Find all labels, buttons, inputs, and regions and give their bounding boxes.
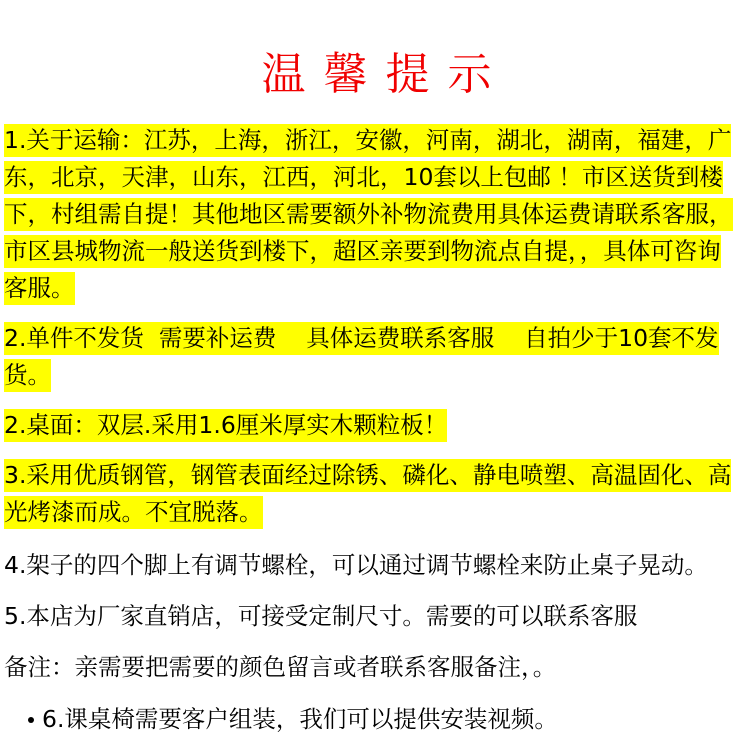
assembly-list-item [0, 701, 755, 738]
desktop-notice [0, 407, 755, 444]
plain-text: 4.架子的四个脚上有调节螺栓，可以通过调节螺栓来防止桌子晃动。 [4, 551, 708, 579]
highlighted-text: 市区县城物流一般送货到楼下，超区亲要到物流点自提，，具体可咨询 [4, 235, 721, 268]
highlighted-text: 下，村组需自提！其他地区需要额外补物流费用具体运费请联系客服， [4, 198, 733, 231]
plain-text: 备注：亲需要把需要的颜色留言或者联系客服备注，。 [4, 653, 557, 681]
feet-bolt-notice [0, 547, 755, 584]
highlighted-text: 光烤漆而成。不宜脱落。 [4, 496, 263, 529]
single-item-notice [0, 320, 755, 394]
highlighted-text: 1.关于运输：江苏，上海，浙江，安徽，河南，湖北，湖南，福建，广 [4, 124, 731, 157]
text-line [4, 407, 755, 444]
highlighted-text: 2.桌面：双层.采用1.6厘米厚实木颗粒板！ [4, 409, 447, 442]
text-line [4, 357, 755, 394]
text-line [4, 457, 755, 494]
plain-text: 5.本店为厂家直销店，可接受定制尺寸。需要的可以联系客服 [4, 602, 638, 630]
text-line [4, 320, 755, 357]
highlighted-text: 2.单件不发货 需要补运费 具体运费联系客服 自拍少于10套不发 [4, 322, 719, 355]
text-line [4, 122, 755, 159]
text-line [4, 598, 755, 635]
highlighted-text: 货。 [4, 359, 51, 392]
text-line [4, 270, 755, 307]
text-line [4, 547, 755, 584]
text-line [42, 701, 755, 738]
shipping-notice [0, 122, 755, 307]
text-line [4, 649, 755, 686]
highlighted-text: 3.采用优质钢管，钢管表面经过除锈、磷化、静电喷塑、高温固化、高 [4, 459, 731, 492]
custom-size-notice [0, 598, 755, 635]
steel-pipe-notice [0, 457, 755, 531]
highlighted-text: 客服。 [4, 272, 75, 305]
text-line [4, 196, 755, 233]
text-line [4, 233, 755, 270]
text-line [4, 159, 755, 196]
highlighted-text: 东，北京，天津，山东，江西，河北，10套以上包邮 ！市区送货到楼 [4, 161, 723, 194]
plain-text: 6.课桌椅需要客户组装，我们可以提供安装视频。 [42, 705, 558, 733]
bullet-icon [28, 717, 34, 723]
remark-notice [0, 649, 755, 686]
text-line [4, 494, 755, 531]
page-title: 温 馨 提 示 [261, 49, 494, 100]
